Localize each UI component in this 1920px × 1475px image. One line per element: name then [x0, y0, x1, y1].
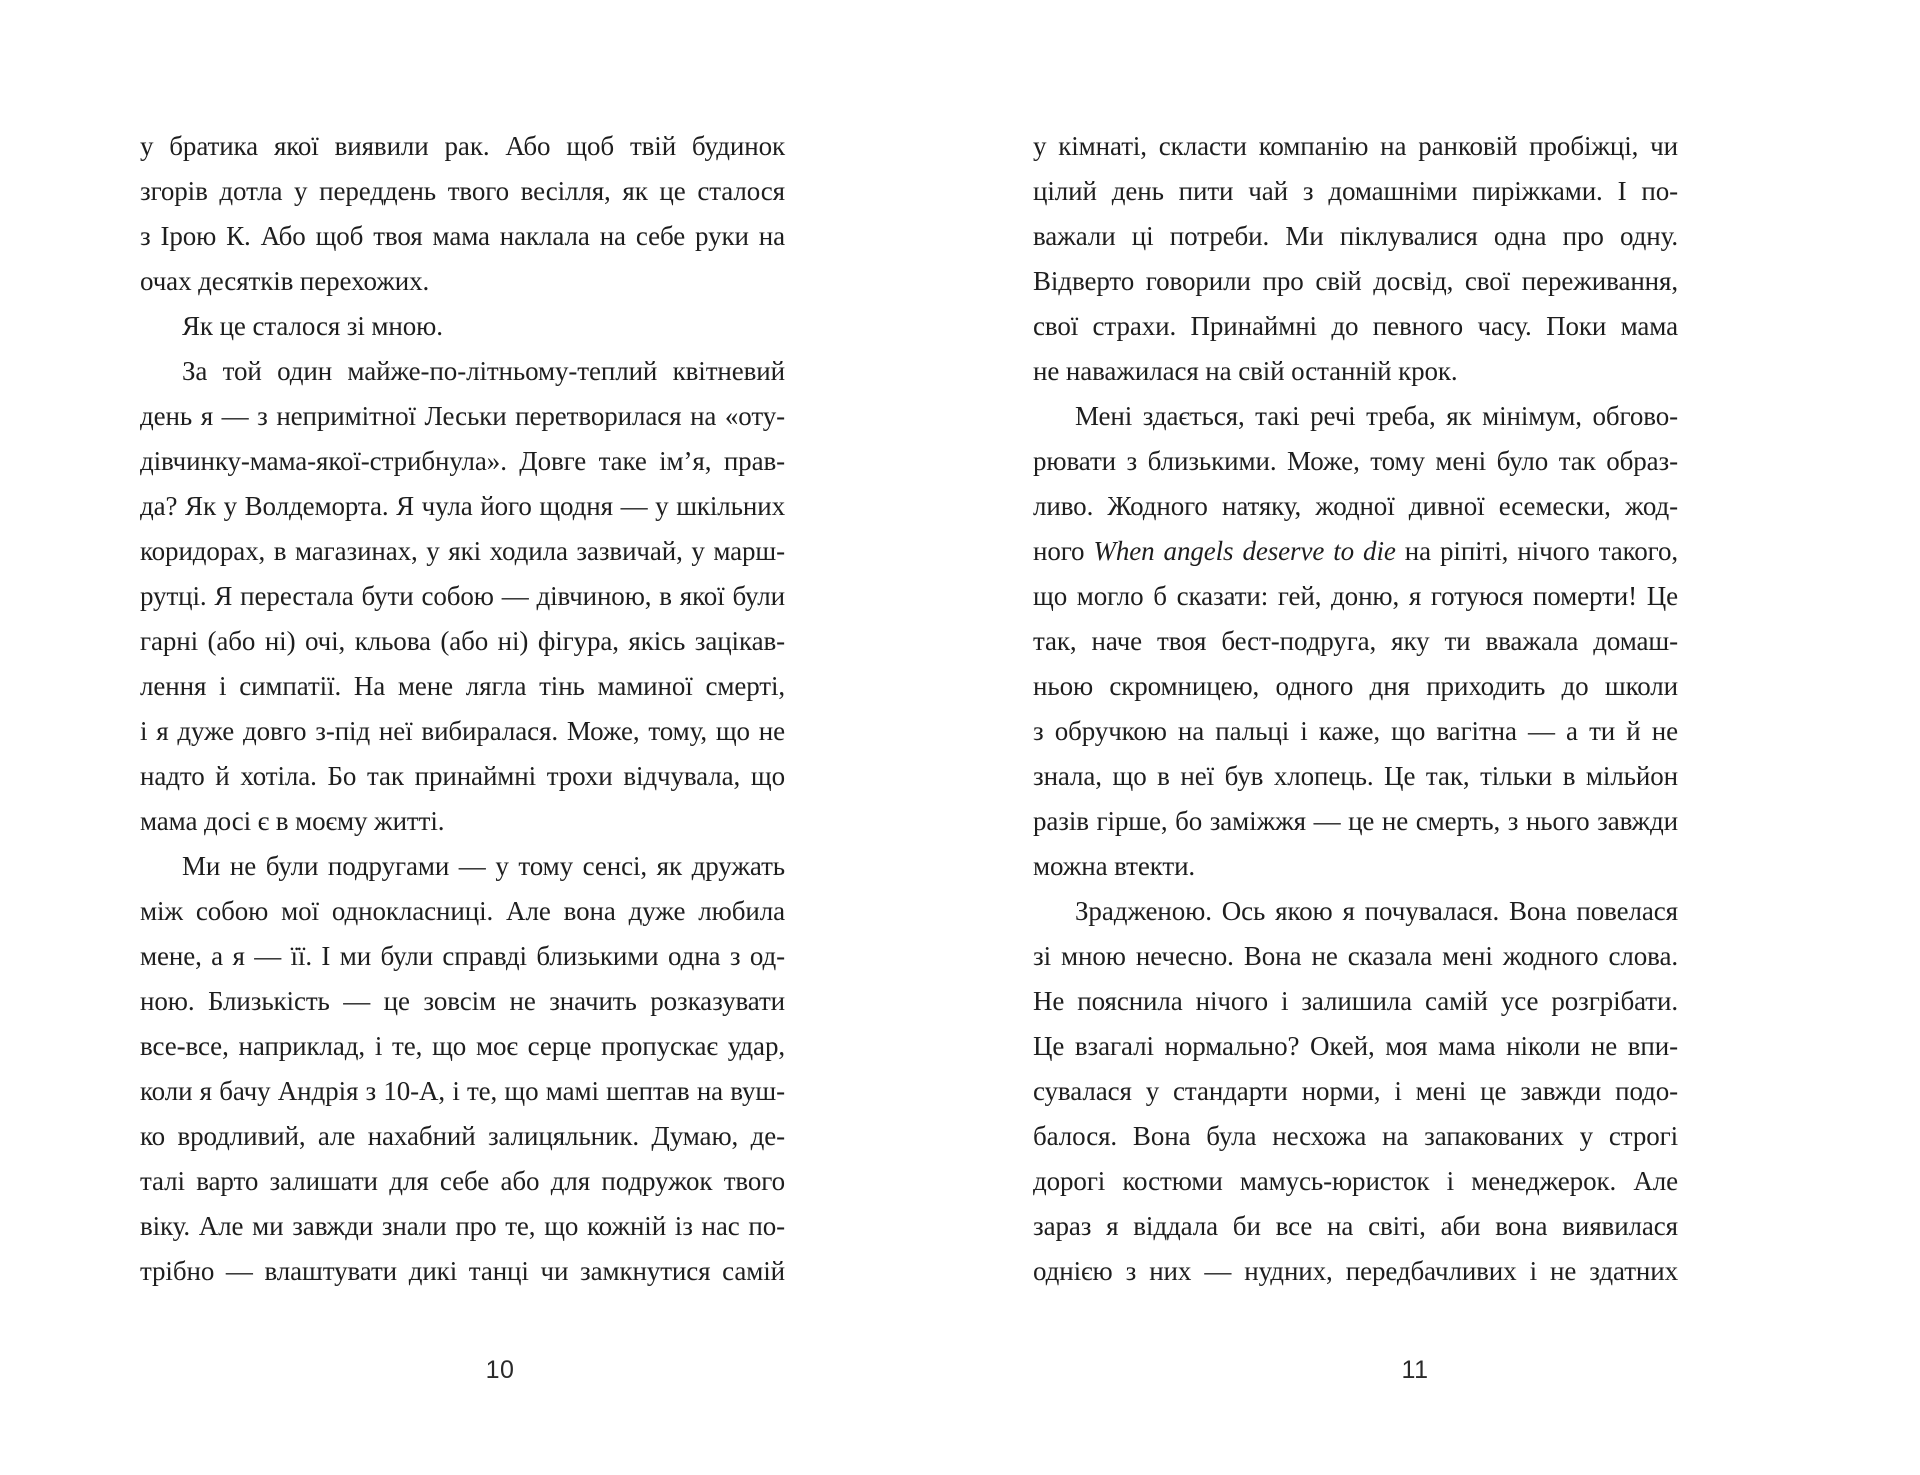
page-right-text-block	[1033, 124, 1678, 1294]
text-line	[1033, 484, 1678, 529]
text-segment: Як це сталося зі мною.	[182, 311, 443, 341]
page-left-number: 10	[485, 1356, 515, 1384]
text-line	[140, 1069, 785, 1114]
text-line	[1033, 799, 1678, 844]
text-line	[140, 169, 785, 214]
text-segment: дівчинку-мама-якої-стрибнула». Довге таке ім’я, прав-	[140, 446, 785, 476]
text-segment: Зрадженою. Ось якою я почувалася. Вона повелася	[1075, 896, 1678, 926]
text-line	[140, 709, 785, 754]
text-line	[140, 754, 785, 799]
text-segment: ною. Близькість — це зовсім не значить розказувати	[140, 986, 785, 1016]
text-line	[1033, 664, 1678, 709]
text-line	[140, 979, 785, 1024]
text-line	[140, 1204, 785, 1249]
text-line	[1033, 169, 1678, 214]
text-line	[1033, 934, 1678, 979]
text-line	[1033, 1069, 1678, 1114]
text-line	[140, 619, 785, 664]
text-line	[140, 124, 785, 169]
text-line	[140, 304, 785, 349]
text-line	[140, 934, 785, 979]
text-segment: знала, що в неї був хлопець. Це так, тільки в мільйон	[1033, 761, 1678, 791]
text-segment: балося. Вона була несхожа на запакованих у строгі	[1033, 1121, 1678, 1151]
text-segment: у братика якої виявили рак. Або щоб твій будинок	[140, 131, 785, 161]
text-segment: цілий день пити чай з домашніми пиріжками. І по-	[1033, 176, 1678, 206]
text-line	[140, 214, 785, 259]
text-segment: коли я бачу Андрія з 10-А, і те, що мамі шептав на вуш-	[140, 1076, 785, 1106]
text-line	[1033, 1114, 1678, 1159]
text-line	[140, 799, 785, 844]
text-segment: і я дуже довго з-під неї вибиралася. Може, тому, що не	[140, 716, 785, 746]
text-segment: можна втекти.	[1033, 851, 1196, 881]
text-line	[140, 574, 785, 619]
text-line	[140, 664, 785, 709]
text-line	[1033, 1249, 1678, 1294]
text-line	[1033, 214, 1678, 259]
text-line	[140, 1114, 785, 1159]
text-segment: ного	[1033, 536, 1094, 566]
text-segment: коридорах, в магазинах, у які ходила зазвичай, у марш-	[140, 536, 785, 566]
text-segment: однією з них — нудних, передбачливих і не здатних	[1033, 1256, 1678, 1286]
text-segment: мене, а я — її. І ми були справді близькими одна з од-	[140, 941, 785, 971]
text-line	[1033, 124, 1678, 169]
text-line	[1033, 259, 1678, 304]
text-line	[1033, 1159, 1678, 1204]
page-right-number: 11	[1401, 1356, 1429, 1384]
text-line	[140, 844, 785, 889]
text-line	[140, 439, 785, 484]
text-segment: гарні (або ні) очі, кльова (або ні) фігура, якісь зацікав-	[140, 626, 785, 656]
text-segment: рювати з близькими. Може, тому мені було так образ-	[1033, 446, 1678, 476]
text-line	[140, 259, 785, 304]
text-segment: талі варто залишати для себе або для подружок твого	[140, 1166, 785, 1196]
text-segment: все-все, наприклад, і те, що моє серце пропускає удар,	[140, 1031, 785, 1061]
text-line	[1033, 619, 1678, 664]
text-line	[1033, 1024, 1678, 1069]
text-segment: дорогі костюми мамусь-юристок і менеджерок. Але	[1033, 1166, 1678, 1196]
text-line	[1033, 394, 1678, 439]
text-segment: так, наче твоя бест-подруга, яку ти вважала домаш-	[1033, 626, 1678, 656]
text-line	[140, 349, 785, 394]
text-segment: у кімнаті, скласти компанію на ранковій пробіжці, чи	[1033, 131, 1678, 161]
text-line	[1033, 979, 1678, 1024]
text-segment: з Ірою К. Або щоб твоя мама наклала на себе руки на	[140, 221, 785, 251]
text-segment: ливо. Жодного натяку, жодної дивної есемески, жод-	[1033, 491, 1678, 521]
text-segment: трібно — влаштувати дикі танці чи замкнутися самій	[140, 1256, 785, 1286]
text-segment: зі мною нечесно. Вона не сказала мені жодного слова.	[1033, 941, 1678, 971]
text-line	[1033, 709, 1678, 754]
text-segment: мама досі є в моєму житті.	[140, 806, 445, 836]
text-segment: свої страхи. Принаймні до певного часу. Поки мама	[1033, 311, 1678, 341]
text-line	[140, 1159, 785, 1204]
text-segment: віку. Але ми завжди знали про те, що кожній із нас по-	[140, 1211, 785, 1241]
text-line	[140, 889, 785, 934]
text-segment: що могло б сказати: гей, доню, я готуюся померти! Це	[1033, 581, 1678, 611]
page-left-text-block	[140, 124, 785, 1294]
text-segment: день я — з непримітної Леськи перетворилася на «оту-	[140, 401, 785, 431]
text-segment: Мені здається, такі речі треба, як мінімум, обгово-	[1075, 401, 1678, 431]
page-right	[960, 0, 1920, 1475]
text-line	[1033, 844, 1678, 889]
text-segment: ко вродливий, але нахабний залицяльник. Думаю, де-	[140, 1121, 785, 1151]
text-line	[140, 529, 785, 574]
text-line	[1033, 439, 1678, 484]
text-line	[1033, 304, 1678, 349]
text-segment: важали ці потреби. Ми піклувалися одна про одну.	[1033, 221, 1678, 251]
text-segment: Відверто говорили про свій досвід, свої переживання,	[1033, 266, 1678, 296]
text-segment: Це взагалі нормально? Окей, моя мама ніколи не впи-	[1033, 1031, 1678, 1061]
text-segment: За той один майже-по-літньому-теплий квітневий	[182, 356, 785, 386]
text-segment: ньою скромницею, одного дня приходить до школи	[1033, 671, 1678, 701]
text-line	[140, 1024, 785, 1069]
text-segment: не наважилася на свій останній крок.	[1033, 356, 1458, 386]
italic-text-segment: When angels deserve to die	[1093, 536, 1396, 566]
text-segment: згорів дотла у переддень твого весілля, як це сталося	[140, 176, 785, 206]
text-segment: надто й хотіла. Бо так принаймні трохи відчувала, що	[140, 761, 785, 791]
text-segment: Ми не були подругами — у тому сенсі, як дружать	[182, 851, 785, 881]
text-segment: очах десятків перехожих.	[140, 266, 430, 296]
text-segment: Не пояснила нічого і залишила самій усе розгрібати.	[1033, 986, 1678, 1016]
text-segment: сувалася у стандарти норми, і мені це завжди подо-	[1033, 1076, 1678, 1106]
text-line	[1033, 1204, 1678, 1249]
text-line	[140, 394, 785, 439]
text-segment: між собою мої однокласниці. Але вона дуже любила	[140, 896, 785, 926]
text-line	[140, 484, 785, 529]
text-line	[1033, 574, 1678, 619]
text-segment: да? Як у Волдеморта. Я чула його щодня — у шкільних	[140, 491, 785, 521]
text-line	[140, 1249, 785, 1294]
text-segment: рутці. Я перестала бути собою — дівчиною, в якої були	[140, 581, 785, 611]
text-line	[1033, 529, 1678, 574]
text-line	[1033, 754, 1678, 799]
text-segment: на ріпіті, нічого такого,	[1395, 536, 1678, 566]
text-segment: зараз я віддала би все на світі, аби вона виявилася	[1033, 1211, 1678, 1241]
text-segment: лення і симпатії. На мене лягла тінь маминої смерті,	[140, 671, 785, 701]
text-line	[1033, 889, 1678, 934]
text-line	[1033, 349, 1678, 394]
text-segment: з обручкою на пальці і каже, що вагітна — а ти й не	[1033, 716, 1678, 746]
text-segment: разів гірше, бо заміжжя — це не смерть, з нього завжди	[1033, 806, 1678, 836]
